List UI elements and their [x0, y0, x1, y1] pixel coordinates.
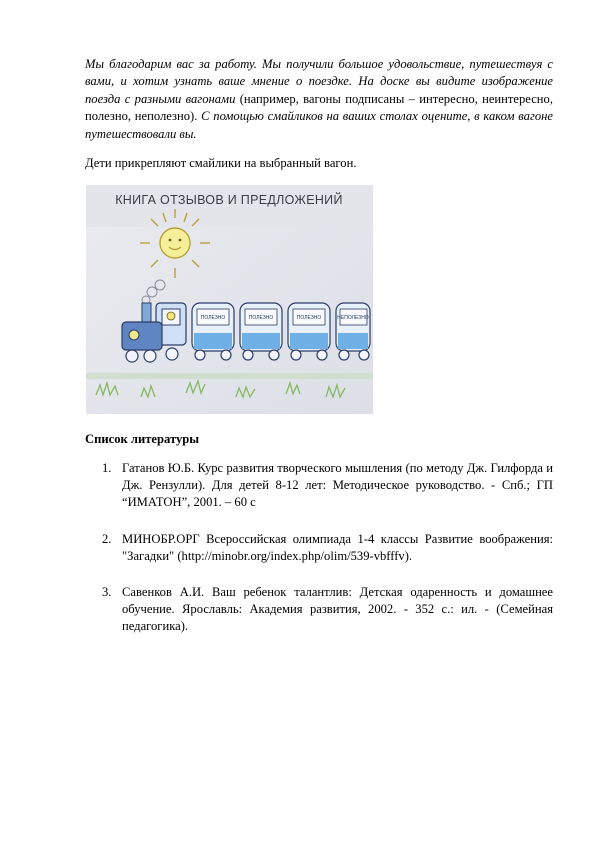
wagon-label-1: ПОЛЕЗНО — [200, 315, 226, 321]
photo-caption: КНИГА ОТЗЫВОВ И ПРЕДЛОЖЕНИЙ — [115, 193, 343, 207]
wagon-label-2: ПОЛЕЗНО — [248, 315, 274, 321]
wagons-drawing — [192, 303, 370, 351]
reference-number: 2. — [102, 531, 112, 546]
wagon-label-3: ПОЛЕЗНО — [296, 315, 322, 321]
reference-item — [85, 531, 553, 565]
intro-italic-part-1: Мы благодарим вас за работу. Мы получили большое удовольствие, путешествуя с вами, и хотим узнать ваше мнение о поездке. На доске вы видите изображение поезда с разными вагонами — [85, 57, 553, 106]
reference-text: Гатанов Ю.Б. Курс развития творческого мышления (по методу Дж. Гилфорда и Дж. Рензулли). Для детей 8-12 лет: Методическое руководство. - Спб.; ГП “ИМАТОН”, 2001. – 60 с — [122, 461, 553, 510]
wagon-label-4: НЕПОЛЕЗНО — [337, 315, 369, 321]
reference-text: МИНОБР.ОРГ Всероссийская олимпиада 1-4 классы Развитие воображения: "Загадки" (http://minobr.org/index.php/olim/539-vbfffv). — [122, 531, 553, 563]
reference-number: 1. — [102, 461, 112, 475]
intro-italic-part-2: С помощью смайликов на ваших столах оцените, в каком вагоне путешествовали вы. — [85, 109, 554, 141]
references-title: Список литературы — [85, 432, 200, 446]
kids-instruction: Дети прикрепляют смайлики на выбранный вагон. — [85, 156, 357, 170]
reference-item — [85, 460, 553, 512]
reference-number: 3. — [102, 585, 112, 600]
intro-paragraph — [85, 56, 553, 143]
reference-item — [85, 584, 553, 636]
references-list — [85, 460, 553, 655]
intro-normal-part: (например, вагоны подписаны – интересно, неинтересно, полезно, неполезно). — [85, 91, 553, 124]
train-drawing-photo — [86, 185, 373, 414]
reference-text: Савенков А.И. Ваш ребенок талантлив: Детская одаренность и домашнее обучение. Ярославль: Академия развития, 2002. - 352 с.: ил. - (Семейная педагогика). — [122, 585, 553, 634]
train-drawing-illustration — [86, 185, 373, 414]
